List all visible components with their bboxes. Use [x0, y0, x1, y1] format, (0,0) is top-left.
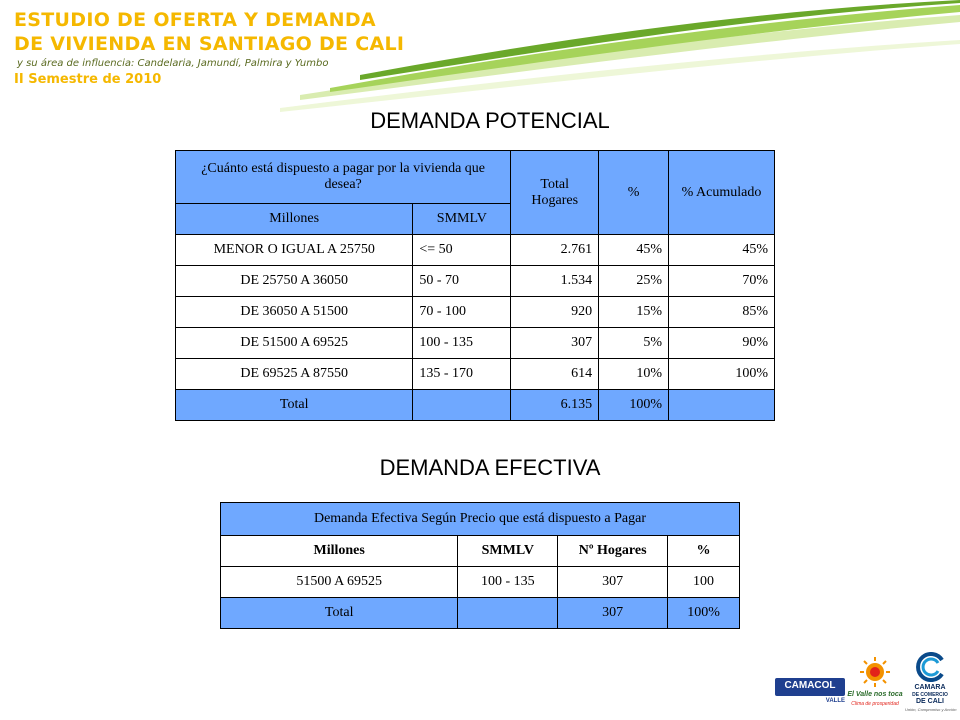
total-pct: 100%	[599, 390, 669, 421]
hogares-header: Nº Hogares	[558, 536, 668, 567]
table-row	[176, 266, 775, 297]
cell-smmlv: <= 50	[413, 235, 511, 266]
valle-sub: Clima de prosperidad	[851, 701, 899, 707]
header-title-line1: ESTUDIO DE OFERTA Y DEMANDA	[14, 9, 376, 31]
table-header-row	[221, 536, 740, 567]
table-row	[176, 297, 775, 328]
potencial-table	[175, 150, 775, 421]
camacol-logo	[775, 678, 845, 708]
cell-millones: DE 25750 A 36050	[176, 266, 413, 297]
cell-pct: 100	[668, 567, 740, 598]
pct-header: %	[599, 151, 669, 235]
cell-smmlv: 100 - 135	[458, 567, 558, 598]
millones-header: Millones	[221, 536, 458, 567]
total-pct: 100%	[668, 598, 740, 629]
question-header: ¿Cuánto está dispuesto a pagar por la vivienda que desea?	[176, 151, 511, 204]
camara-sub: Unión, Compromiso y Acción	[905, 707, 957, 712]
table-header-row	[176, 151, 775, 204]
smmlv-header: SMMLV	[458, 536, 558, 567]
cell-total: 2.761	[511, 235, 599, 266]
cell-millones: DE 51500 A 69525	[176, 328, 413, 359]
cell-pct: 10%	[599, 359, 669, 390]
cell-pct: 15%	[599, 297, 669, 328]
total-empty-cell	[669, 390, 775, 421]
cell-smmlv: 50 - 70	[413, 266, 511, 297]
cell-acum: 45%	[669, 235, 775, 266]
table-row	[176, 359, 775, 390]
cell-acum: 90%	[669, 328, 775, 359]
cell-hogares: 307	[558, 567, 668, 598]
cell-pct: 5%	[599, 328, 669, 359]
cell-millones: DE 69525 A 87550	[176, 359, 413, 390]
table-row	[221, 567, 740, 598]
pct-header: %	[668, 536, 740, 567]
camara-logo	[905, 652, 955, 716]
header-title-line2: DE VIVIENDA EN SANTIAGO DE CALI	[14, 33, 405, 55]
camara-c-icon	[912, 652, 948, 682]
total-empty-cell	[458, 598, 558, 629]
pct-acumulado-header: % Acumulado	[669, 151, 775, 235]
sun-icon	[855, 655, 895, 689]
header-period: II Semestre de 2010	[14, 72, 162, 87]
cell-smmlv: 70 - 100	[413, 297, 511, 328]
cell-smmlv: 135 - 170	[413, 359, 511, 390]
efectiva-title: DEMANDA EFECTIVA	[379, 455, 601, 480]
cell-total: 307	[511, 328, 599, 359]
smmlv-header: SMMLV	[413, 204, 511, 235]
camacol-text: CAMACOL	[784, 680, 836, 691]
cell-total: 614	[511, 359, 599, 390]
efectiva-caption: Demanda Efectiva Según Precio que está dispuesto a Pagar	[221, 503, 740, 536]
cell-pct: 45%	[599, 235, 669, 266]
cell-smmlv: 100 - 135	[413, 328, 511, 359]
total-label: Total	[176, 390, 413, 421]
camara-text2: DE COMERCIO	[912, 692, 948, 698]
total-row	[176, 390, 775, 421]
total-value: 307	[558, 598, 668, 629]
total-row	[221, 598, 740, 629]
camacol-sub: VALLE	[825, 698, 845, 704]
cell-total: 920	[511, 297, 599, 328]
camara-text1: CAMARA	[914, 684, 946, 691]
cell-total: 1.534	[511, 266, 599, 297]
cell-acum: 70%	[669, 266, 775, 297]
header-subtitle: y su área de influencia: Candelaria, Jamundí, Palmira y Yumbo	[17, 58, 329, 69]
total-hogares-header: Total Hogares	[511, 151, 599, 235]
efectiva-table	[220, 502, 740, 629]
table-row	[176, 235, 775, 266]
valle-text: El Valle nos toca	[847, 691, 903, 698]
potencial-title: DEMANDA POTENCIAL	[370, 108, 610, 133]
millones-header: Millones	[176, 204, 413, 235]
cell-acum: 100%	[669, 359, 775, 390]
cell-millones: 51500 A 69525	[221, 567, 458, 598]
camara-text3: DE CALI	[916, 698, 944, 705]
cell-acum: 85%	[669, 297, 775, 328]
cell-millones: MENOR O IGUAL A 25750	[176, 235, 413, 266]
total-value: 6.135	[511, 390, 599, 421]
valle-logo	[845, 655, 905, 715]
cell-millones: DE 36050 A 51500	[176, 297, 413, 328]
table-row	[176, 328, 775, 359]
total-empty-cell	[413, 390, 511, 421]
caption-row	[221, 503, 740, 536]
total-label: Total	[221, 598, 458, 629]
cell-pct: 25%	[599, 266, 669, 297]
